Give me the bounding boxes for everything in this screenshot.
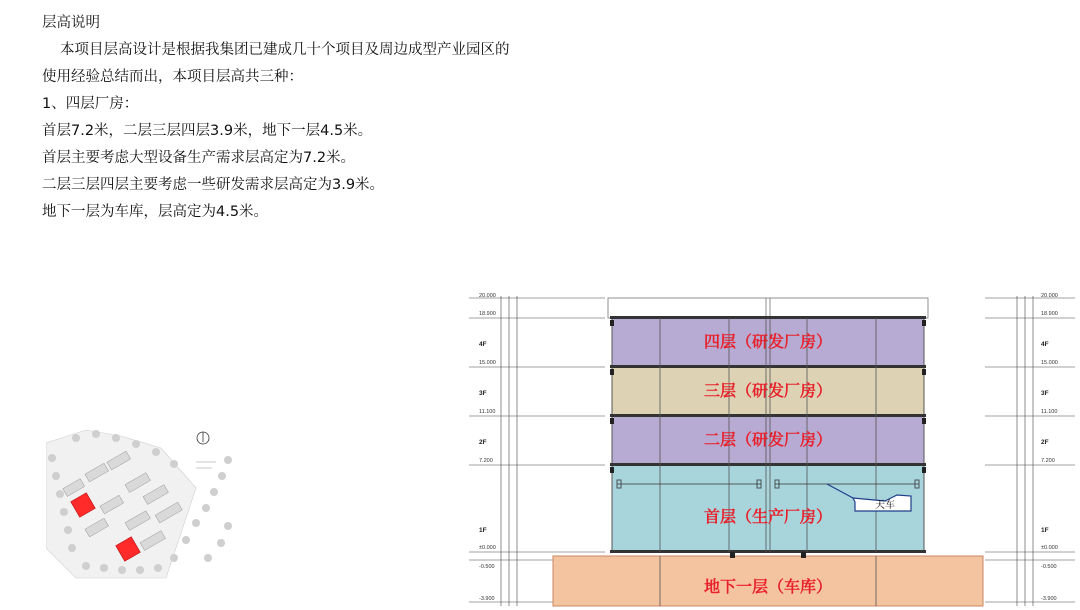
floor-2-label: 二层（研发厂房） (703, 430, 833, 449)
site-plan-image (46, 428, 236, 580)
floor-tag: 2F (1041, 439, 1049, 446)
crane-label: 天车 (875, 500, 895, 511)
elevation-label: ±0.000 (1041, 545, 1058, 551)
elevation-label: 15.000 (479, 360, 496, 366)
floor-4-label: 四层（研发厂房） (703, 332, 833, 351)
elevation-label: 15.000 (1041, 360, 1058, 366)
paragraph-line-1: 本项目层高设计是根据我集团已建成几十个项目及周边成型产业园区的 (60, 42, 510, 58)
list-item-3: 首层主要考虑大型设备生产需求层高定为7.2米。 (42, 150, 356, 166)
elevation-label: 11.100 (1041, 409, 1058, 415)
floor-tag: 4F (1041, 341, 1049, 348)
elevation-label: -3.900 (479, 596, 495, 602)
elevation-label: ±0.000 (479, 545, 496, 551)
floor-tag: 4F (479, 341, 487, 348)
list-item-4: 二层三层四层主要考虑一些研发需求层高定为3.9米。 (42, 177, 385, 193)
floor-tag: 3F (1041, 390, 1049, 397)
description-text (42, 10, 510, 226)
list-item-2: 首层7.2米，二层三层四层3.9米，地下一层4.5米。 (42, 123, 373, 139)
floor-tag: 3F (479, 390, 487, 397)
floor-tag: 1F (479, 527, 487, 534)
elevation-label: 20.000 (479, 293, 496, 299)
floor-tag: 1F (1041, 527, 1049, 534)
floor-3-label: 三层（研发厂房） (703, 381, 833, 400)
elevation-label: 18.900 (1041, 311, 1058, 317)
building-section-drawing (465, 288, 1080, 610)
elevation-label: 18.900 (479, 311, 496, 317)
paragraph-line-2: 使用经验总结而出，本项目层高共三种： (42, 69, 303, 85)
floor-1-label: 首层（生产厂房） (703, 507, 833, 526)
elevation-label: -0.500 (1041, 564, 1057, 570)
elevation-label: 7.200 (1041, 458, 1055, 464)
basement-label: 地下一层（车库） (703, 577, 833, 596)
elevation-label: -0.500 (479, 564, 495, 570)
list-item-5: 地下一层为车库，层高定为4.5米。 (42, 204, 269, 220)
page-title: 层高说明 (42, 15, 100, 31)
elevation-label: 7.200 (479, 458, 493, 464)
list-item-1: 1、四层厂房： (42, 96, 139, 112)
elevation-label: 20.000 (1041, 293, 1058, 299)
elevation-label: 11.100 (479, 409, 496, 415)
parapet (608, 298, 928, 318)
elevation-label: -3.900 (1041, 596, 1057, 602)
floor-tag: 2F (479, 439, 487, 446)
